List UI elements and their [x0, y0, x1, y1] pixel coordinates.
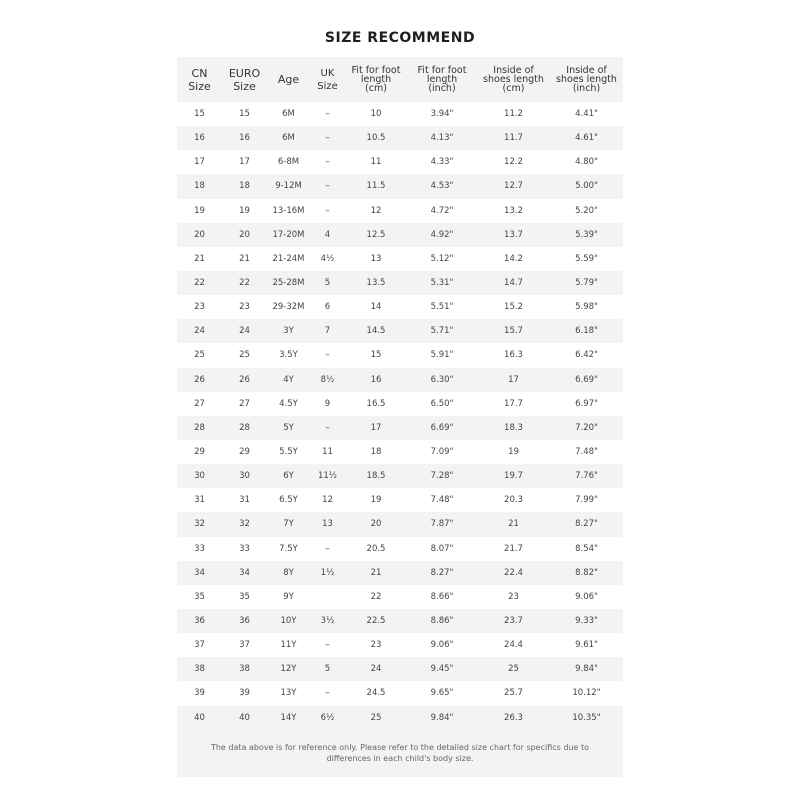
cell-foot-length-cm: 19	[345, 488, 407, 512]
cell-inside-length-cm: 20.3	[477, 488, 550, 512]
cell-inside-length-cm: 12.7	[477, 174, 550, 198]
cell-age: 8Y	[267, 561, 310, 585]
cell-cn-size: 17	[177, 150, 222, 174]
cell-cn-size: 19	[177, 199, 222, 223]
cell-foot-length-cm: 10.5	[345, 126, 407, 150]
cell-uk-size: 5	[310, 657, 345, 681]
cell-cn-size: 36	[177, 609, 222, 633]
cell-cn-size: 39	[177, 681, 222, 705]
cell-age: 6-8M	[267, 150, 310, 174]
cell-euro-size: 32	[222, 512, 267, 536]
cell-euro-size: 21	[222, 247, 267, 271]
header-row	[177, 57, 623, 102]
table-row	[177, 343, 623, 367]
cell-age: 3.5Y	[267, 343, 310, 367]
cell-inside-length-cm: 17.7	[477, 392, 550, 416]
cell-foot-length-cm: 23	[345, 633, 407, 657]
table-row	[177, 681, 623, 705]
cell-inside-length-cm: 23	[477, 585, 550, 609]
cell-inside-length-cm: 17	[477, 368, 550, 392]
table-row	[177, 512, 623, 536]
cell-inside-length-inch: 8.54"	[550, 537, 623, 561]
table-row	[177, 150, 623, 174]
cell-foot-length-cm: 22.5	[345, 609, 407, 633]
cell-uk-size: 8½	[310, 368, 345, 392]
cell-foot-length-cm: 20.5	[345, 537, 407, 561]
cell-uk-size	[310, 585, 345, 609]
cell-foot-length-cm: 13.5	[345, 271, 407, 295]
cell-age: 5Y	[267, 416, 310, 440]
cell-age: 7Y	[267, 512, 310, 536]
header-line: length	[360, 74, 392, 85]
cell-uk-size: –	[310, 102, 345, 126]
cell-foot-length-inch: 6.69"	[407, 416, 477, 440]
size-chart-table	[177, 57, 623, 730]
header-inside-length-inch	[550, 57, 623, 102]
table-row	[177, 488, 623, 512]
header-line: shoes length	[556, 74, 617, 85]
cell-foot-length-cm: 25	[345, 706, 407, 730]
cell-age: 6M	[267, 102, 310, 126]
cell-foot-length-inch: 9.84"	[407, 706, 477, 730]
header-line: length	[426, 74, 458, 85]
cell-uk-size: 7	[310, 319, 345, 343]
header-line: UK	[320, 67, 335, 79]
cell-cn-size: 30	[177, 464, 222, 488]
cell-inside-length-inch: 5.79"	[550, 271, 623, 295]
cell-inside-length-inch: 10.35"	[550, 706, 623, 730]
cell-cn-size: 23	[177, 295, 222, 319]
cell-inside-length-inch: 8.27"	[550, 512, 623, 536]
cell-inside-length-inch: 4.41"	[550, 102, 623, 126]
cell-cn-size: 34	[177, 561, 222, 585]
table-row	[177, 126, 623, 150]
cell-euro-size: 15	[222, 102, 267, 126]
table-row	[177, 319, 623, 343]
cell-cn-size: 15	[177, 102, 222, 126]
header-line: Size	[317, 80, 338, 92]
cell-uk-size: –	[310, 126, 345, 150]
table-row	[177, 368, 623, 392]
cell-euro-size: 36	[222, 609, 267, 633]
cell-euro-size: 29	[222, 440, 267, 464]
cell-uk-size: 9	[310, 392, 345, 416]
header-line: shoes length	[483, 74, 544, 85]
cell-inside-length-cm: 12.2	[477, 150, 550, 174]
table-row	[177, 706, 623, 730]
cell-uk-size: –	[310, 150, 345, 174]
cell-inside-length-inch: 10.12"	[550, 681, 623, 705]
cell-foot-length-cm: 24.5	[345, 681, 407, 705]
cell-age: 21-24M	[267, 247, 310, 271]
cell-inside-length-inch: 6.97"	[550, 392, 623, 416]
cell-euro-size: 40	[222, 706, 267, 730]
cell-foot-length-cm: 16.5	[345, 392, 407, 416]
table-row	[177, 537, 623, 561]
cell-cn-size: 28	[177, 416, 222, 440]
cell-foot-length-inch: 8.86"	[407, 609, 477, 633]
cell-inside-length-cm: 18.3	[477, 416, 550, 440]
table-row	[177, 102, 623, 126]
header-foot-length-inch	[407, 57, 477, 102]
header-cn-size	[177, 57, 222, 102]
cell-inside-length-cm: 19.7	[477, 464, 550, 488]
table-row	[177, 561, 623, 585]
cell-inside-length-inch: 4.61"	[550, 126, 623, 150]
cell-inside-length-cm: 24.4	[477, 633, 550, 657]
cell-age: 6.5Y	[267, 488, 310, 512]
cell-inside-length-cm: 14.7	[477, 271, 550, 295]
cell-uk-size: 6	[310, 295, 345, 319]
cell-uk-size: –	[310, 633, 345, 657]
cell-cn-size: 31	[177, 488, 222, 512]
table-row	[177, 295, 623, 319]
cell-uk-size: 1½	[310, 561, 345, 585]
cell-age: 13-16M	[267, 199, 310, 223]
header-line: (inch)	[572, 83, 601, 94]
cell-uk-size: 11½	[310, 464, 345, 488]
cell-foot-length-inch: 9.65"	[407, 681, 477, 705]
cell-euro-size: 22	[222, 271, 267, 295]
cell-foot-length-cm: 10	[345, 102, 407, 126]
cell-inside-length-inch: 5.98"	[550, 295, 623, 319]
table-row	[177, 585, 623, 609]
cell-foot-length-cm: 11.5	[345, 174, 407, 198]
cell-foot-length-cm: 22	[345, 585, 407, 609]
cell-euro-size: 31	[222, 488, 267, 512]
cell-cn-size: 26	[177, 368, 222, 392]
cell-euro-size: 20	[222, 223, 267, 247]
cell-cn-size: 18	[177, 174, 222, 198]
cell-age: 13Y	[267, 681, 310, 705]
header-line: CN	[191, 66, 208, 80]
header-age	[267, 57, 310, 102]
cell-euro-size: 35	[222, 585, 267, 609]
cell-foot-length-inch: 7.28"	[407, 464, 477, 488]
cell-inside-length-cm: 13.2	[477, 199, 550, 223]
header-line: Age	[277, 73, 300, 86]
cell-inside-length-inch: 5.20"	[550, 199, 623, 223]
cell-euro-size: 28	[222, 416, 267, 440]
cell-inside-length-inch: 7.76"	[550, 464, 623, 488]
cell-foot-length-cm: 17	[345, 416, 407, 440]
cell-uk-size: 4½	[310, 247, 345, 271]
cell-inside-length-cm: 19	[477, 440, 550, 464]
cell-inside-length-inch: 5.59"	[550, 247, 623, 271]
cell-foot-length-inch: 4.72"	[407, 199, 477, 223]
cell-inside-length-cm: 23.7	[477, 609, 550, 633]
cell-inside-length-cm: 16.3	[477, 343, 550, 367]
cell-euro-size: 24	[222, 319, 267, 343]
cell-cn-size: 37	[177, 633, 222, 657]
cell-uk-size: 3½	[310, 609, 345, 633]
cell-euro-size: 38	[222, 657, 267, 681]
cell-foot-length-cm: 18.5	[345, 464, 407, 488]
cell-foot-length-cm: 14	[345, 295, 407, 319]
cell-euro-size: 30	[222, 464, 267, 488]
cell-inside-length-inch: 7.20"	[550, 416, 623, 440]
cell-age: 6Y	[267, 464, 310, 488]
cell-inside-length-inch: 6.42"	[550, 343, 623, 367]
cell-foot-length-cm: 21	[345, 561, 407, 585]
header-euro-size	[222, 57, 267, 102]
cell-age: 9-12M	[267, 174, 310, 198]
cell-cn-size: 35	[177, 585, 222, 609]
cell-age: 29-32M	[267, 295, 310, 319]
cell-inside-length-inch: 4.80"	[550, 150, 623, 174]
cell-inside-length-inch: 8.82"	[550, 561, 623, 585]
cell-cn-size: 27	[177, 392, 222, 416]
cell-uk-size: 12	[310, 488, 345, 512]
cell-inside-length-inch: 7.99"	[550, 488, 623, 512]
cell-uk-size: 13	[310, 512, 345, 536]
cell-uk-size: –	[310, 199, 345, 223]
table-row	[177, 247, 623, 271]
cell-inside-length-inch: 9.61"	[550, 633, 623, 657]
cell-inside-length-inch: 5.00"	[550, 174, 623, 198]
cell-age: 10Y	[267, 609, 310, 633]
table-row	[177, 392, 623, 416]
cell-inside-length-inch: 6.69"	[550, 368, 623, 392]
page-title: SIZE RECOMMEND	[324, 30, 476, 46]
cell-uk-size: –	[310, 537, 345, 561]
cell-foot-length-inch: 9.45"	[407, 657, 477, 681]
header-line: (inch)	[428, 83, 456, 94]
table-row	[177, 174, 623, 198]
cell-foot-length-inch: 8.07"	[407, 537, 477, 561]
cell-cn-size: 38	[177, 657, 222, 681]
cell-foot-length-inch: 5.71"	[407, 319, 477, 343]
cell-inside-length-inch: 5.39"	[550, 223, 623, 247]
table-row	[177, 633, 623, 657]
cell-age: 9Y	[267, 585, 310, 609]
cell-foot-length-inch: 6.50"	[407, 392, 477, 416]
header-line: Fit for foot	[417, 65, 467, 76]
header-line: Size	[188, 79, 211, 93]
cell-foot-length-inch: 5.91"	[407, 343, 477, 367]
cell-age: 11Y	[267, 633, 310, 657]
header-uk-size	[310, 57, 345, 102]
cell-euro-size: 18	[222, 174, 267, 198]
cell-cn-size: 32	[177, 512, 222, 536]
header-line: EURO	[228, 66, 261, 80]
cell-uk-size: –	[310, 681, 345, 705]
header-line: (cm)	[365, 83, 387, 94]
cell-inside-length-cm: 15.7	[477, 319, 550, 343]
cell-age: 3Y	[267, 319, 310, 343]
cell-foot-length-inch: 8.66"	[407, 585, 477, 609]
cell-age: 17-20M	[267, 223, 310, 247]
cell-foot-length-cm: 14.5	[345, 319, 407, 343]
cell-euro-size: 27	[222, 392, 267, 416]
cell-foot-length-inch: 3.94"	[407, 102, 477, 126]
cell-foot-length-cm: 24	[345, 657, 407, 681]
cell-inside-length-cm: 25.7	[477, 681, 550, 705]
cell-uk-size: –	[310, 343, 345, 367]
cell-age: 25-28M	[267, 271, 310, 295]
cell-uk-size: 11	[310, 440, 345, 464]
cell-foot-length-inch: 4.92"	[407, 223, 477, 247]
header-inside-length-cm	[477, 57, 550, 102]
cell-euro-size: 33	[222, 537, 267, 561]
cell-foot-length-inch: 4.13"	[407, 126, 477, 150]
cell-cn-size: 29	[177, 440, 222, 464]
cell-euro-size: 39	[222, 681, 267, 705]
header-line: Fit for foot	[351, 65, 401, 76]
table-row	[177, 223, 623, 247]
cell-foot-length-cm: 16	[345, 368, 407, 392]
cell-foot-length-cm: 18	[345, 440, 407, 464]
cell-age: 6M	[267, 126, 310, 150]
table-row	[177, 657, 623, 681]
cell-foot-length-inch: 5.12"	[407, 247, 477, 271]
cell-euro-size: 37	[222, 633, 267, 657]
cell-inside-length-inch: 6.18"	[550, 319, 623, 343]
cell-foot-length-inch: 9.06"	[407, 633, 477, 657]
cell-uk-size: 6½	[310, 706, 345, 730]
table-row	[177, 271, 623, 295]
header-line: Inside of	[566, 65, 607, 76]
cell-age: 7.5Y	[267, 537, 310, 561]
cell-inside-length-cm: 11.7	[477, 126, 550, 150]
cell-foot-length-cm: 12	[345, 199, 407, 223]
cell-inside-length-inch: 9.84"	[550, 657, 623, 681]
cell-inside-length-cm: 13.7	[477, 223, 550, 247]
table-row	[177, 440, 623, 464]
table-row	[177, 199, 623, 223]
cell-foot-length-inch: 7.09"	[407, 440, 477, 464]
cell-inside-length-cm: 14.2	[477, 247, 550, 271]
cell-euro-size: 34	[222, 561, 267, 585]
cell-age: 4.5Y	[267, 392, 310, 416]
cell-foot-length-inch: 5.51"	[407, 295, 477, 319]
cell-uk-size: 5	[310, 271, 345, 295]
cell-uk-size: –	[310, 416, 345, 440]
cell-age: 12Y	[267, 657, 310, 681]
cell-inside-length-cm: 25	[477, 657, 550, 681]
cell-foot-length-inch: 7.87"	[407, 512, 477, 536]
cell-inside-length-inch: 7.48"	[550, 440, 623, 464]
size-rows	[177, 102, 623, 730]
cell-inside-length-inch: 9.33"	[550, 609, 623, 633]
cell-foot-length-inch: 4.33"	[407, 150, 477, 174]
cell-foot-length-cm: 11	[345, 150, 407, 174]
cell-euro-size: 23	[222, 295, 267, 319]
cell-cn-size: 33	[177, 537, 222, 561]
cell-inside-length-cm: 15.2	[477, 295, 550, 319]
cell-inside-length-cm: 22.4	[477, 561, 550, 585]
cell-uk-size: 4	[310, 223, 345, 247]
cell-cn-size: 22	[177, 271, 222, 295]
cell-uk-size: –	[310, 174, 345, 198]
disclaimer-note: The data above is for reference only. Please refer to the detailed size chart for specifics due to differences in each child's body size.	[210, 743, 590, 763]
cell-cn-size: 16	[177, 126, 222, 150]
cell-foot-length-inch: 7.48"	[407, 488, 477, 512]
table-row	[177, 609, 623, 633]
cell-cn-size: 21	[177, 247, 222, 271]
header-line: Size	[233, 79, 256, 93]
cell-inside-length-cm: 11.2	[477, 102, 550, 126]
cell-inside-length-inch: 9.06"	[550, 585, 623, 609]
cell-cn-size: 25	[177, 343, 222, 367]
cell-foot-length-cm: 13	[345, 247, 407, 271]
cell-cn-size: 40	[177, 706, 222, 730]
table-row	[177, 416, 623, 440]
header-foot-length-cm	[345, 57, 407, 102]
cell-inside-length-cm: 21	[477, 512, 550, 536]
cell-age: 5.5Y	[267, 440, 310, 464]
cell-euro-size: 19	[222, 199, 267, 223]
table-row	[177, 464, 623, 488]
cell-foot-length-inch: 6.30"	[407, 368, 477, 392]
cell-euro-size: 17	[222, 150, 267, 174]
cell-foot-length-inch: 5.31"	[407, 271, 477, 295]
cell-cn-size: 24	[177, 319, 222, 343]
cell-euro-size: 25	[222, 343, 267, 367]
cell-inside-length-cm: 26.3	[477, 706, 550, 730]
cell-foot-length-inch: 4.53"	[407, 174, 477, 198]
cell-euro-size: 16	[222, 126, 267, 150]
cell-foot-length-inch: 8.27"	[407, 561, 477, 585]
cell-foot-length-cm: 15	[345, 343, 407, 367]
header-line: Inside of	[493, 65, 534, 76]
cell-age: 14Y	[267, 706, 310, 730]
header-line: (cm)	[502, 83, 525, 94]
cell-euro-size: 26	[222, 368, 267, 392]
cell-foot-length-cm: 12.5	[345, 223, 407, 247]
cell-foot-length-cm: 20	[345, 512, 407, 536]
cell-inside-length-cm: 21.7	[477, 537, 550, 561]
cell-cn-size: 20	[177, 223, 222, 247]
cell-age: 4Y	[267, 368, 310, 392]
